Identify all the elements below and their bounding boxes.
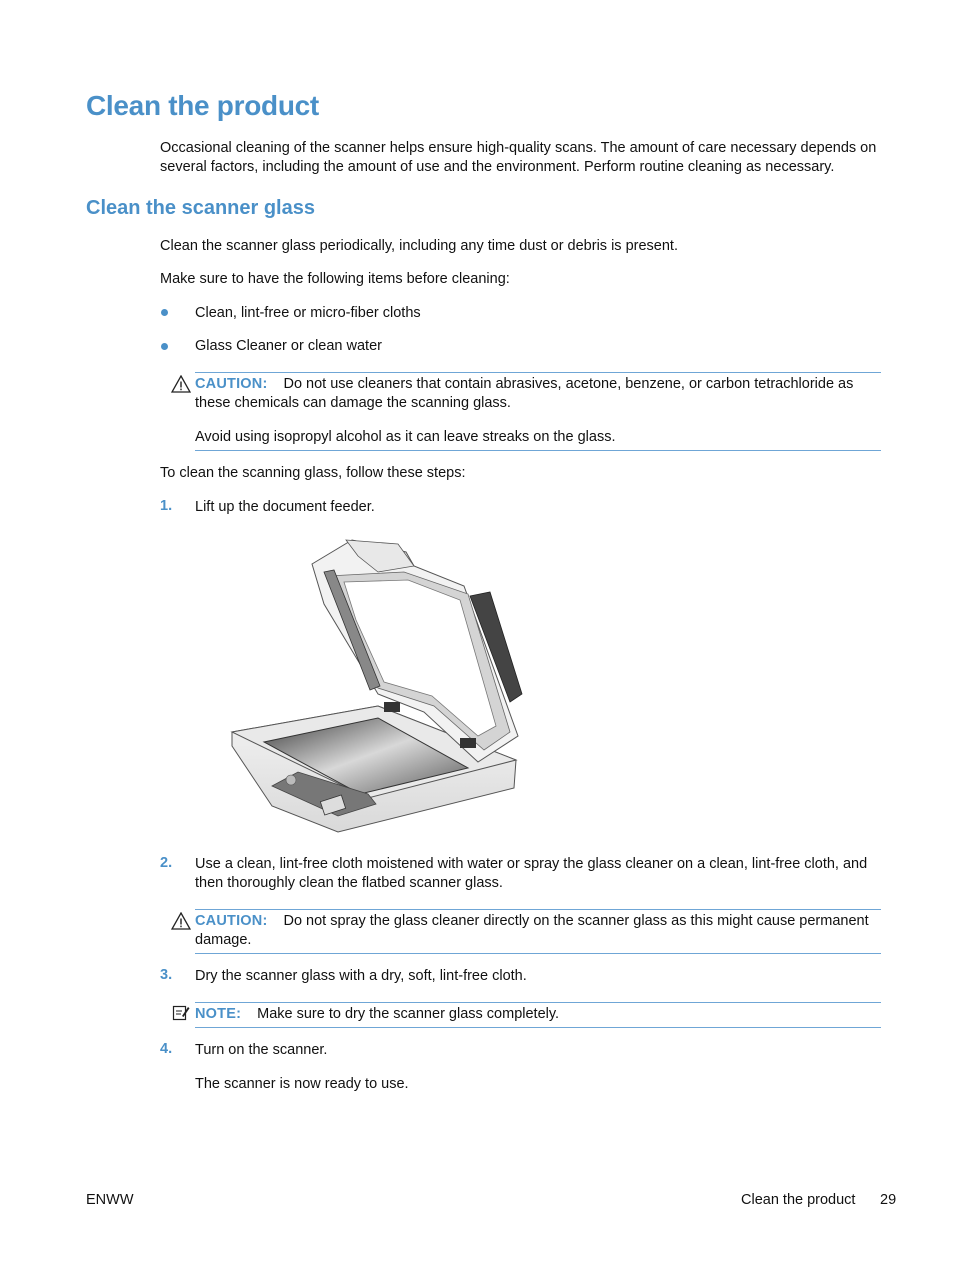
caution-label: CAUTION: xyxy=(195,913,268,929)
caution-top-rule xyxy=(195,372,881,373)
caution-block xyxy=(195,375,885,413)
scanner-open-lid-illustration xyxy=(228,536,538,841)
intro-paragraph: Occasional cleaning of the scanner helps ensure high-quality scans. The amount of care necessary depends on several factors, including the amount of use and the environment. Perform routine cleaning as necessary. xyxy=(160,140,877,175)
paragraph-periodic: Clean the scanner glass periodically, including any time dust or debris is present. xyxy=(160,238,678,254)
footer-section: Clean the product xyxy=(741,1192,856,1208)
bullet-item: Clean, lint-free or micro-fiber cloths xyxy=(195,305,421,321)
note-block xyxy=(195,1005,559,1024)
step-number: 3. xyxy=(160,967,173,983)
page-title: Clean the product xyxy=(86,90,319,121)
note-text: Make sure to dry the scanner glass completely. xyxy=(257,1006,560,1022)
step-number: 2. xyxy=(160,855,173,871)
step-text: Lift up the document feeder. xyxy=(195,499,375,515)
note-top-rule xyxy=(195,1002,881,1003)
caution-text: Do not spray the glass cleaner directly on the scanner glass as this might cause permanent damage. xyxy=(195,913,869,948)
bullet-marker xyxy=(161,309,168,316)
step-text: Use a clean, lint-free cloth moistened with water or spray the glass cleaner on a clean, lint-free cloth, and then thoroughly clean the flatbed scanner glass. xyxy=(195,856,868,891)
paragraph-items: Make sure to have the following items before cleaning: xyxy=(160,271,510,287)
bullet-item: Glass Cleaner or clean water xyxy=(195,338,382,354)
warning-triangle-icon xyxy=(171,375,191,398)
step-number: 4. xyxy=(160,1041,173,1057)
note-pad-icon xyxy=(172,1004,190,1027)
final-paragraph: The scanner is now ready to use. xyxy=(195,1076,409,1092)
caution-top-rule xyxy=(195,909,881,910)
caution-bottom-rule xyxy=(195,450,881,451)
step-text: Dry the scanner glass with a dry, soft, lint-free cloth. xyxy=(195,968,527,984)
caution-block xyxy=(195,912,885,950)
caution-label: CAUTION: xyxy=(195,376,268,392)
caution-text: Do not use cleaners that contain abrasives, acetone, benzene, or carbon tetrachloride as these chemicals can damage the scanning glass. xyxy=(195,376,854,411)
caution-extra: Avoid using isopropyl alcohol as it can leave streaks on the glass. xyxy=(195,429,616,445)
footer-left: ENWW xyxy=(86,1192,134,1208)
step-number: 1. xyxy=(160,498,173,514)
step-text: Turn on the scanner. xyxy=(195,1042,328,1058)
bullet-marker xyxy=(161,343,168,350)
warning-triangle-icon xyxy=(171,912,191,935)
steps-intro: To clean the scanning glass, follow these steps: xyxy=(160,465,466,481)
note-bottom-rule xyxy=(195,1027,881,1028)
footer-page-number: 29 xyxy=(880,1192,897,1208)
note-label: NOTE: xyxy=(195,1006,242,1022)
caution-bottom-rule xyxy=(195,953,881,954)
section-heading: Clean the scanner glass xyxy=(86,197,315,219)
